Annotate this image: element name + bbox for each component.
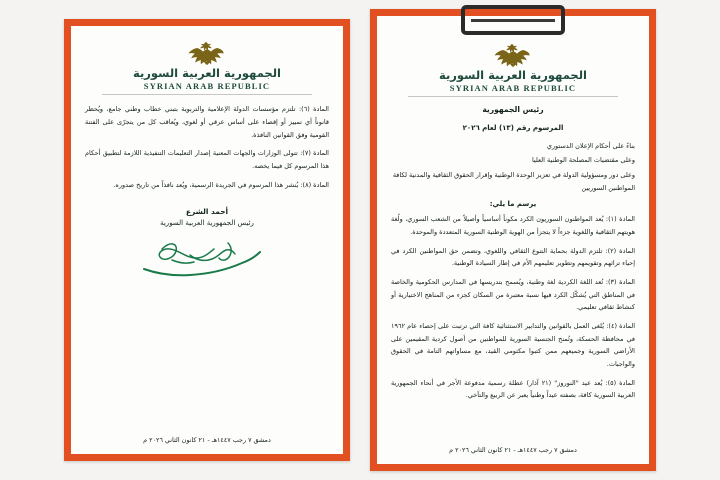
right-letterhead: [391, 42, 635, 97]
article-5: المادة (٥): يُعد عيد "النوروز" (٢١ آذار) عطلة رسمية مدفوعة الأجر في أنحاء الجمهورية العربية السورية كافة، بصفته عيداً وطنياً يعبر عن الربيع والتآخي.: [391, 378, 635, 400]
header-arabic-title: الجمهورية العربية السورية: [133, 66, 281, 80]
preamble-line-1: بناءً على أحكام الإعلان الدستوري: [546, 141, 635, 150]
right-page-paper: [377, 16, 649, 464]
article-7: المادة (٧): تتولى الوزارات والجهات المعنية إصدار التعليمات التنفيذية اللازمة لتطبيق أحكام هذا المرسوم كل فيما يخصه.: [85, 149, 329, 170]
header-divider: [408, 96, 618, 97]
article-1: المادة (١): يُعد المواطنون السوريون الكرد مكوناً أساسياً وأصيلاً من الشعب السوري، ولُغة هويتهم الثقافية واللغوية جزءاً لا يتجزأ من الهوية الوطنية السورية المتعددة والموحدة.: [391, 215, 635, 237]
left-articles: [85, 103, 329, 191]
left-page-paper: [71, 26, 343, 454]
signature-block: [85, 205, 329, 284]
handwritten-signature-icon: [132, 229, 282, 285]
article-3: المادة (٣): تُعد اللغة الكردية لغة وطنية، ويُسمح بتدريسها في المدارس الحكومية والخاصة في المناطق التي يُشكّل الكرد فيها نسبة معتبرة من السكان كجزء من المناهج الاختيارية أو كنشاط ثقافي تعليمي.: [391, 278, 635, 312]
right-page-frame: [370, 9, 656, 471]
header-arabic-title: الجمهورية العربية السورية: [439, 68, 587, 82]
preamble-line-3: وعلى دور ومسؤولية الدولة في تعزيز الوحدة الوطنية وإقرار الحقوق الثقافية والمدنية لكافة المواطنين السوريين: [392, 171, 635, 192]
right-footer-date: دمشق ٧ رجب ١٤٤٧هـ - ٢١ كانون الثاني ٢٠٢٦ م: [449, 446, 577, 454]
issuer-line: رئيس الجمهورية: [482, 105, 544, 115]
syrian-eagle-emblem-icon: [493, 42, 533, 68]
signatory-role: رئيس الجمهورية العربية السورية: [160, 218, 254, 227]
header-divider: [102, 94, 312, 95]
resolve-line: يرسم ما يلي:: [489, 200, 537, 209]
article-4: المادة (٤): يُلغى العمل بالقوانين والتدابير الاستثنائية كافة التي ترتبت على إحصاء عام ١٩٦٢ في محافظة الحسكة، وتُمنح الجنسية السورية للمواطنين من أصول كردية المقيمين على الأراضي السورية وجميعهم ممن كتبوا مكتومي القيد، مع مساواتهم التامة في الحقوق والواجبات.: [391, 322, 636, 369]
header-english-title: SYRIAN ARAB REPUBLIC: [143, 81, 271, 92]
decree-preamble: [391, 140, 635, 195]
preamble-line-2: وعلى مقتضيات المصلحة الوطنية العليا: [531, 156, 635, 165]
article-8: المادة (٨): يُنشر هذا المرسوم في الجريدة الرسمية، ويُعد نافذاً من تاريخ صدوره.: [113, 180, 329, 189]
article-6: المادة (٦): تلتزم مؤسسات الدولة الإعلامية والتربوية بتبني خطاب وطني جامع، ويُحظر قانوناً أي تمييز أو إقصاء على أساس عرقي أو لغوي، ويُعاقب كل من يتجرّى على الفتنة القومية وفق القوانين النافذة.: [85, 105, 329, 139]
syrian-eagle-emblem-icon: [187, 40, 227, 66]
decree-title: المرسوم رقم (١٣) لعام ٢٠٢٦: [462, 124, 564, 133]
right-articles: [391, 213, 635, 402]
binder-clip-icon: [461, 5, 565, 35]
signatory-name: أحمد الشرع: [185, 207, 229, 217]
left-footer-date: دمشق ٧ رجب ١٤٤٧هـ - ٢١ كانون الثاني ٢٠٢٦ م: [143, 436, 271, 444]
article-2: المادة (٢): تلتزم الدولة بحماية التنوع الثقافي واللغوي، وتضمن حق المواطنين الكرد في إحياء تراثهم وتقويمهم وتطوير تعليمهم الأم في إطار السيادة الوطنية.: [391, 246, 635, 268]
left-letterhead: [85, 40, 329, 95]
header-english-title: SYRIAN ARAB REPUBLIC: [449, 83, 577, 94]
left-page-frame: [64, 19, 350, 461]
